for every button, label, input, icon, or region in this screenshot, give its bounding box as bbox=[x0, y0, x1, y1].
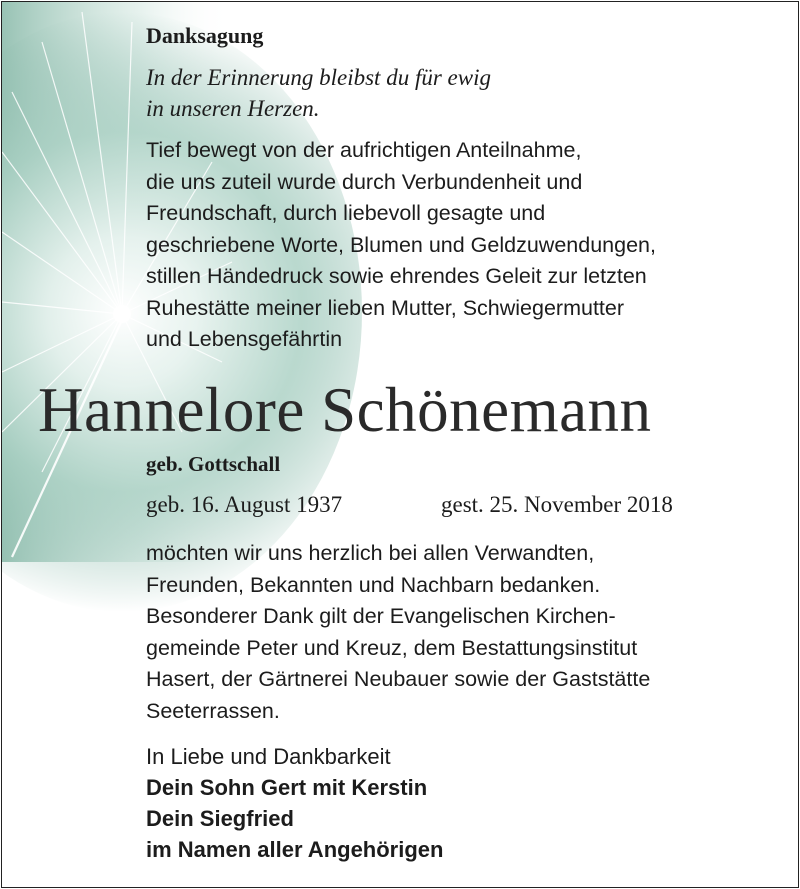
intro-line: und Lebensgefährtin bbox=[146, 327, 343, 351]
maiden-name: geb. Gottschall bbox=[146, 452, 281, 476]
signature-block bbox=[146, 741, 443, 865]
thanks-paragraph bbox=[146, 538, 650, 727]
birth-date: geb. 16. August 1937 bbox=[146, 492, 343, 517]
thanks-line: Hasert, der Gärtnerei Neubauer sowie der Gaststätte bbox=[146, 667, 651, 691]
thanks-line: gemeinde Peter und Kreuz, dem Bestattungsinstitut bbox=[146, 635, 638, 660]
motto bbox=[146, 62, 491, 124]
thanks-line: Besonderer Dank gilt der Evangelischen Kirchen- bbox=[146, 604, 616, 628]
deceased-name: Hannelore Schönemann bbox=[38, 375, 652, 445]
closing-line: In Liebe und Dankbarkeit bbox=[146, 744, 391, 769]
signature-line: im Namen aller Angehörigen bbox=[146, 837, 444, 862]
motto-line: in unseren Herzen. bbox=[146, 96, 320, 121]
signature-line: Dein Siegfried bbox=[146, 806, 294, 831]
heading: Danksagung bbox=[146, 23, 264, 48]
intro-line: die uns zuteil wurde durch Verbundenheit und bbox=[146, 169, 583, 194]
intro-line: Tief bewegt von der aufrichtigen Anteilnahme, bbox=[146, 138, 582, 162]
motto-line: In der Erinnerung bleibst du für ewig bbox=[146, 65, 491, 90]
intro-line: Ruhestätte meiner lieben Mutter, Schwiegermutter bbox=[146, 295, 625, 320]
thanks-line: möchten wir uns herzlich bei allen Verwandten, bbox=[146, 541, 595, 565]
intro-line: Freundschaft, durch liebevoll gesagte und bbox=[146, 201, 546, 225]
death-date: gest. 25. November 2018 bbox=[441, 492, 673, 517]
signature-line: Dein Sohn Gert mit Kerstin bbox=[146, 775, 428, 800]
intro-line: geschriebene Worte, Blumen und Geldzuwendungen, bbox=[146, 232, 656, 257]
thanks-line: Freunden, Bekannten und Nachbarn bedanken. bbox=[146, 572, 601, 597]
thanks-line: Seeterrassen. bbox=[146, 698, 280, 723]
intro-paragraph bbox=[146, 135, 656, 356]
intro-line: stillen Händedruck sowie ehrendes Geleit zur letzten bbox=[146, 264, 647, 288]
obituary-card bbox=[1, 1, 799, 888]
